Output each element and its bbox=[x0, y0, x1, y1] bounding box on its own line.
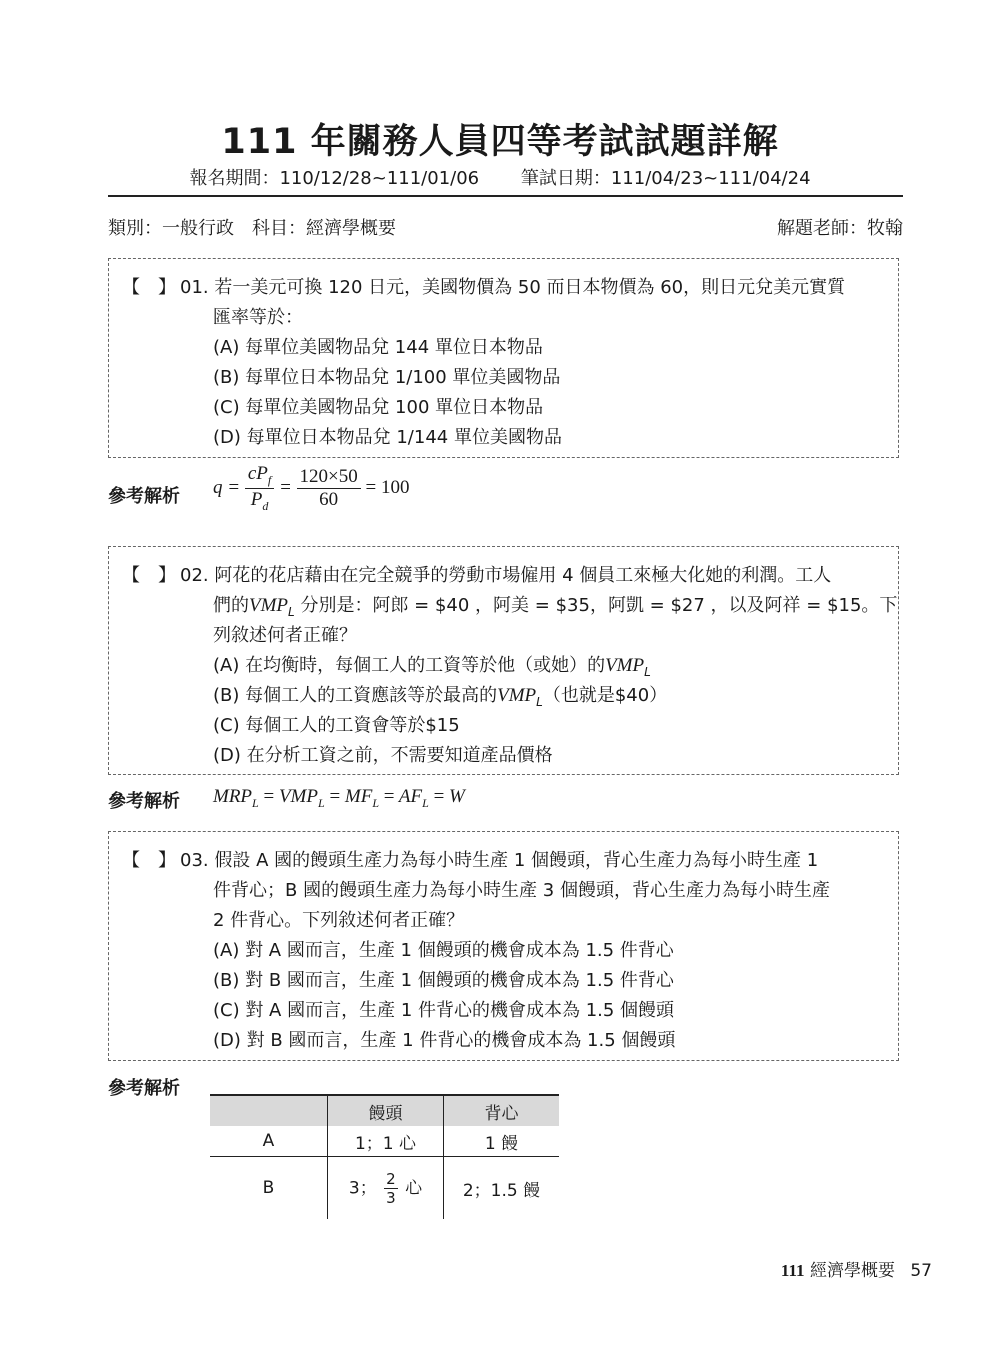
denominator: 3 bbox=[386, 1188, 396, 1207]
solution-label: 參考解析 bbox=[108, 1078, 180, 1099]
numerator: cP bbox=[247, 463, 268, 484]
text: 分別是：阿郎 = $40 ，阿美 = $35，阿凱 = $27 ，以及阿祥 = $15。下 bbox=[294, 595, 898, 616]
text: 們的 bbox=[213, 595, 249, 616]
table-header-mantou: 饅頭 bbox=[328, 1095, 444, 1126]
table-cell: A bbox=[210, 1126, 328, 1157]
page-footer bbox=[781, 1256, 932, 1281]
table-header-corner bbox=[210, 1095, 328, 1126]
category-subject: 類別：一般行政 科目：經濟學概要 bbox=[108, 218, 396, 239]
term: MF bbox=[344, 786, 373, 807]
denominator: 60 bbox=[319, 489, 339, 510]
numerator: 120×50 bbox=[297, 466, 361, 489]
text: 3； bbox=[348, 1178, 377, 1198]
fraction-two-thirds bbox=[384, 1170, 398, 1207]
table-cell: 1；1 心 bbox=[328, 1126, 444, 1157]
teacher: 解題老師：牧翰 bbox=[777, 218, 903, 239]
footer-number: 111 bbox=[780, 1261, 805, 1280]
q2-option-a bbox=[213, 651, 651, 679]
header-rule bbox=[108, 195, 903, 197]
q1-option-b: (B) 每單位日本物品兌 1/100 單位美國物品 bbox=[213, 367, 561, 388]
vmp-symbol: VMP bbox=[249, 595, 289, 616]
q2-option-b bbox=[213, 681, 667, 709]
q1-solution-formula bbox=[213, 463, 409, 523]
solution-label: 參考解析 bbox=[108, 486, 180, 507]
table-cell bbox=[328, 1157, 444, 1220]
subscript: f bbox=[267, 473, 272, 487]
table-row bbox=[210, 1126, 559, 1157]
registration-period: 報名期間：110/12/28~111/01/06 bbox=[189, 168, 480, 189]
vmp-symbol: VMP bbox=[605, 655, 645, 676]
q2-stem-line2 bbox=[213, 591, 897, 619]
formula-result: = 100 bbox=[365, 476, 410, 498]
exam-dates bbox=[0, 164, 1000, 190]
q3-stem-line2: 件背心；B 國的饅頭生產力為每小時生產 3 個饅頭，背心生產力為每小時生產 bbox=[213, 880, 830, 901]
q1-option-a: (A) 每單位美國物品兌 144 單位日本物品 bbox=[213, 337, 543, 358]
q3-option-a: (A) 對 A 國而言，生產 1 個饅頭的機會成本為 1.5 件背心 bbox=[213, 940, 674, 961]
subscript: L bbox=[372, 796, 380, 810]
table-header-vest: 背心 bbox=[444, 1095, 560, 1126]
subscript: L bbox=[252, 796, 259, 810]
opportunity-cost-table bbox=[210, 1094, 559, 1219]
fraction-cpf-pd bbox=[245, 463, 274, 514]
footer-subject: 經濟學概要 bbox=[809, 1261, 895, 1281]
page-title: 111 年關務人員四等考試試題詳解 bbox=[221, 122, 779, 162]
answer-bracket: 【 】 bbox=[122, 850, 176, 871]
numerator: 2 bbox=[386, 1169, 396, 1188]
q1-option-c: (C) 每單位美國物品兌 100 單位日本物品 bbox=[213, 397, 544, 418]
answer-bracket: 【 】 bbox=[122, 565, 176, 586]
q2-solution-formula: $MRP_L = VMP_L = MF_L = AF_L = W$ bbox=[213, 786, 465, 810]
q3-option-d: (D) 對 B 國而言，生產 1 件背心的機會成本為 1.5 個饅頭 bbox=[213, 1030, 676, 1051]
subscript: L bbox=[536, 695, 543, 709]
text: (B) 每個工人的工資應該等於最高的 bbox=[213, 685, 498, 706]
page-number: 57 bbox=[910, 1261, 932, 1281]
denominator: P bbox=[250, 489, 263, 510]
term: VMP bbox=[278, 786, 318, 807]
term: W bbox=[449, 786, 465, 807]
q2-option-d: (D) 在分析工資之前，不需要知道產品價格 bbox=[213, 745, 553, 766]
q2-stem-line3: 列敘述何者正確？ bbox=[213, 625, 357, 646]
q2-stem-line1: 02. 阿花的花店藉由在完全競爭的勞動市場僱用 4 個員工來極大化她的利潤。工人 bbox=[180, 565, 832, 586]
table-row bbox=[210, 1157, 559, 1220]
table-cell: 1 饅 bbox=[444, 1126, 560, 1157]
q3-stem-line1: 03. 假設 A 國的饅頭生產力為每小時生產 1 個饅頭，背心生產力為每小時生產 1 bbox=[180, 850, 819, 871]
equals-sign: = bbox=[278, 476, 292, 498]
subscript: L bbox=[288, 605, 295, 619]
text: （也就是$40） bbox=[542, 685, 668, 706]
q3-stem-line3: 2 件背心。下列敘述何者正確？ bbox=[213, 910, 465, 931]
term: AF bbox=[398, 786, 423, 807]
table-cell: 2；1.5 饅 bbox=[444, 1157, 560, 1220]
subscript: L bbox=[318, 796, 325, 810]
formula-lhs: q = bbox=[213, 476, 241, 498]
solution-label: 參考解析 bbox=[108, 791, 180, 812]
table-cell: B bbox=[262, 1178, 275, 1198]
vmp-symbol: VMP bbox=[497, 685, 537, 706]
q1-option-d: (D) 每單位日本物品兌 1/144 單位美國物品 bbox=[213, 427, 562, 448]
fraction-values bbox=[297, 466, 361, 511]
subscript: L bbox=[422, 796, 429, 810]
subscript: L bbox=[644, 665, 651, 679]
answer-bracket: 【 】 bbox=[122, 277, 176, 298]
text: (A) 在均衡時，每個工人的工資等於他（或她）的 bbox=[213, 655, 606, 676]
q2-option-c: (C) 每個工人的工資會等於$15 bbox=[213, 715, 460, 736]
q1-stem-line1: 01. 若一美元可換 120 日元，美國物價為 50 而日本物價為 60，則日元兌美元實質 bbox=[180, 277, 846, 298]
q1-stem-line2: 匯率等於： bbox=[213, 307, 303, 328]
q3-option-b: (B) 對 B 國而言，生產 1 個饅頭的機會成本為 1.5 件背心 bbox=[213, 970, 674, 991]
term: MRP bbox=[213, 786, 253, 807]
subscript: d bbox=[262, 499, 269, 513]
exam-date: 筆試日期：111/04/23~111/04/24 bbox=[520, 168, 811, 189]
text: 心 bbox=[405, 1178, 423, 1198]
q3-option-c: (C) 對 A 國而言，生產 1 件背心的機會成本為 1.5 個饅頭 bbox=[213, 1000, 675, 1021]
